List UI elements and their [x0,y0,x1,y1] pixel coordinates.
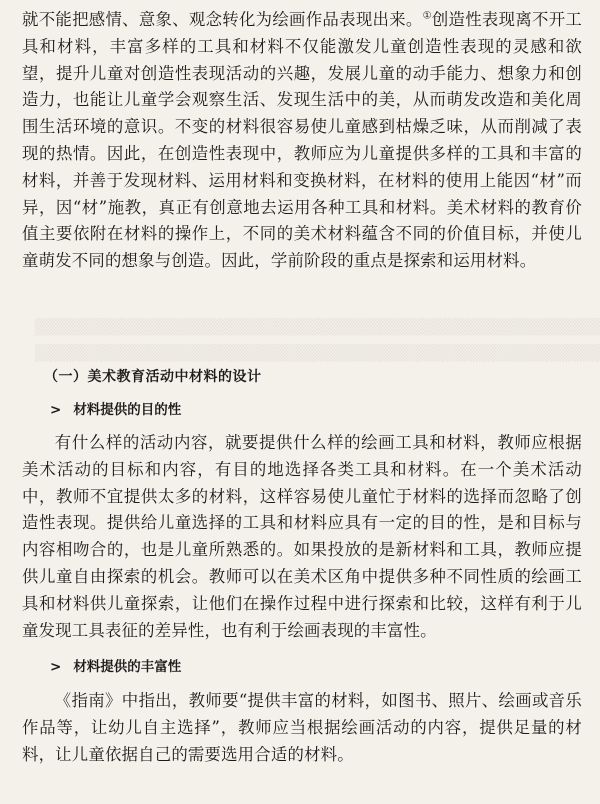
subsection-title: 材料提供的丰富性 [73,659,182,675]
bleed-through-texture: ▒▒▒▒▒▒▒▒▒▒▒▒▒▒▒▒▒▒▒▒▒▒▒▒▒▒▒▒▒▒▒▒▒▒▒▒▒▒▒▒▒▒▒▒▒▒▒▒▒ [34,318,600,336]
subsection-title: 材料提供的目的性 [73,402,182,418]
footnote-marker: ① [422,10,432,22]
richness-paragraph: 《指南》中指出，教师要“提供丰富的材料，如图书、照片、绘画或音乐作品等，让幼儿自主选择”，教师应当根据绘画活动的内容，提供足量的材料，让儿童依据自己的需要选用合适的材料。 [22,691,582,764]
section-heading: （一）美术教育活动中材料的设计 [44,369,262,385]
bleed-through-texture: ▒▒▒▒▒▒▒▒▒▒▒▒▒▒▒▒▒▒▒▒▒▒▒▒▒▒▒▒▒▒▒▒▒▒▒▒▒▒▒▒▒▒▒▒▒▒▒▒▒ [34,344,600,362]
chevron-right-icon: > [50,659,62,675]
subsection-heading-purpose [50,398,181,418]
subsection-heading-richness [50,655,181,675]
chevron-right-icon: > [50,402,62,418]
intro-paragraph: 就不能把感情、意象、观念转化为绘画作品表现出来。①创造性表现离不开工具和材料，丰富多样的工具和材料不仅能激发儿童创造性表现的灵感和欲望，提升儿童对创造性表现活动的兴趣，发展儿童的动手能力、想象力和创造力，也能让儿童学会观察生活、发现生活中的美，从而萌发改造和美化周围生活环境的意识。不变的材料很容易使儿童感到枯燥乏味，从而削减了表现的热情。因此，在创造性表现中，教师应为儿童提供多样的工具和丰富的材料，并善于发现材料、运用材料和变换材料，在材料的使用上能因“材”而异，因“材”施教，真正有创意地去运用各种工具和材料。美术材料的教育价值主要依附在材料的操作上，不同的美术材料蕴含不同的价值目标，并使儿童萌发不同的想象与创造。因此，学前阶段的重点是探索和运用材料。 [22,10,582,271]
purpose-paragraph: 有什么样的活动内容，就要提供什么样的绘画工具和材料，教师应根据美术活动的目标和内容，有目的地选择各类工具和材料。在一个美术活动中，教师不宜提供太多的材料，这样容易使儿童忙于材料的选择而忽略了创造性表现。提供给儿童选择的工具和材料应具有一定的目的性，是和目标与内容相吻合的，也是儿童所熟悉的。如果投放的是新材料和工具，教师应提供儿童自由探索的机会。教师可以在美术区角中提供多种不同性质的绘画工具和材料供儿童探索，让他们在操作过程中进行探索和比较，这样有利于儿童发现工具表征的差异性，也有利于绘画表现的丰富性。 [22,433,582,640]
